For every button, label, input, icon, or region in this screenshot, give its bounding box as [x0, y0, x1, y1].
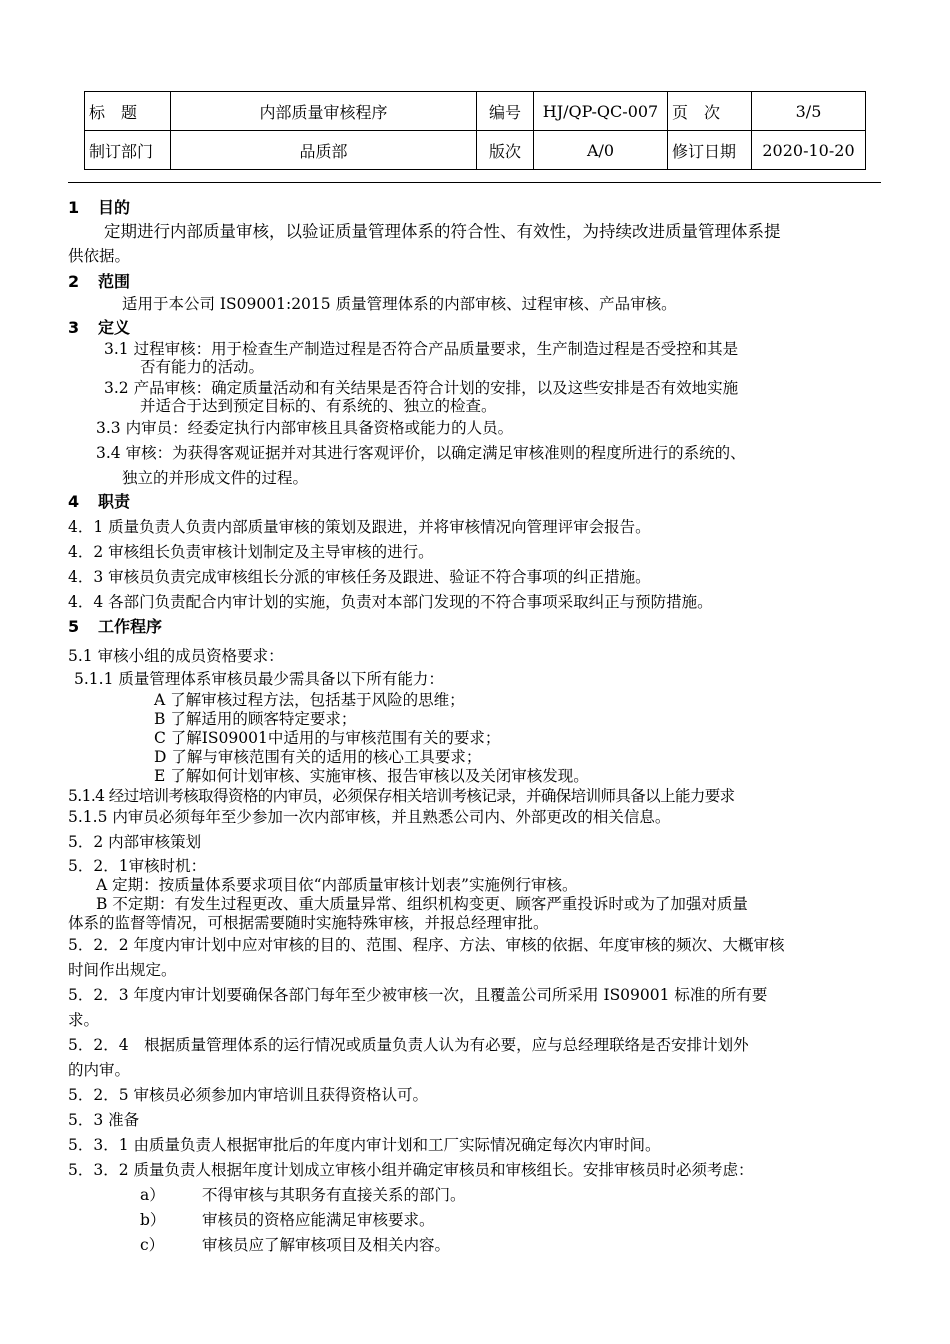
- procedure-5-3: 5．3 准备: [68, 1111, 140, 1129]
- responsibility-4-3: 4．3 审核员负责完成审核组长分派的审核任务及跟进、验证不符合事项的纠正措施。: [68, 568, 651, 586]
- header-row-1: [85, 92, 866, 131]
- definition-3-1-a: 3.1 过程审核：用于检查生产制造过程是否符合产品质量要求，生产制造过程是否受控和其是: [104, 340, 739, 358]
- section-2-number: 2: [68, 272, 80, 291]
- document-code: HJ/QP-QC-007: [534, 92, 668, 131]
- date-label: 修订日期: [668, 131, 752, 170]
- procedure-5-2-1: 5．2．1审核时机：: [68, 857, 207, 875]
- header-row-2: [85, 131, 866, 170]
- procedure-5-1-1: 5.1.1 质量管理体系审核员最少需具备以下所有能力：: [74, 670, 444, 688]
- definition-3-3: 3.3 内审员：经委定执行内部审核且具备资格或能力的人员。: [96, 419, 514, 437]
- timing-irregular-b: 体系的监督等情况，可根据需要随时实施特殊审核，并报总经理审批。: [68, 914, 549, 932]
- responsibility-4-1: 4．1 质量负责人负责内部质量审核的策划及跟进，并将审核情况向管理评审会报告。: [68, 518, 651, 536]
- definition-3-1-b: 否有能力的活动。: [140, 358, 265, 376]
- procedure-5-3-2: 5．3．2 质量负责人根据年度计划成立审核小组并确定审核员和审核组长。安排审核员时必须考虑：: [68, 1161, 754, 1179]
- procedure-5-2-2-b: 时间作出规定。: [68, 961, 177, 979]
- version-label: 版次: [477, 131, 534, 170]
- section-3-heading: [68, 318, 130, 338]
- consideration-a-text: 不得审核与其职务有直接关系的部门。: [202, 1186, 466, 1204]
- page-label: 页 次: [668, 92, 752, 131]
- procedure-5-2-4-b: 的内审。: [68, 1061, 131, 1079]
- procedure-5-2-2-a: 5．2．2 年度内审计划中应对审核的目的、范围、程序、方法、审核的依据、年度审核的频次、大概审核: [68, 936, 785, 954]
- consideration-b-text: 审核员的资格应能满足审核要求。: [202, 1211, 435, 1229]
- procedure-5-2-4-a: 5．2．4 根据质量管理体系的运行情况或质量负责人认为有必要，应与总经理联络是否安排计划外: [68, 1036, 749, 1054]
- procedure-5-2: 5．2 内部审核策划: [68, 833, 202, 851]
- timing-regular: A 定期：按质量体系要求项目依“内部质量审核计划表”实施例行审核。: [96, 876, 578, 894]
- procedure-5-2-5: 5．2．5 审核员必须参加内审培训且获得资格认可。: [68, 1086, 429, 1104]
- responsibility-4-2: 4．2 审核组长负责审核计划制定及主导审核的进行。: [68, 543, 434, 561]
- code-label: 编号: [477, 92, 534, 131]
- version: A/0: [534, 131, 668, 170]
- ability-a: A 了解审核过程方法，包括基于风险的思维；: [154, 691, 465, 709]
- section-2-title: 范围: [98, 272, 131, 291]
- section-5-number: 5: [68, 617, 80, 636]
- definition-3-2-b: 并适合于达到预定目标的、有系统的、独立的检查。: [140, 397, 497, 415]
- section-1-title: 目的: [98, 198, 131, 217]
- procedure-5-3-1: 5．3．1 由质量负责人根据审批后的年度内审计划和工厂实际情况确定每次内审时间。: [68, 1136, 661, 1154]
- procedure-5-2-3-b: 求。: [68, 1011, 100, 1029]
- ability-c: C 了解IS09001中适用的与审核范围有关的要求；: [154, 729, 501, 747]
- header-divider: [68, 182, 881, 183]
- section-1-heading: [68, 198, 130, 218]
- section-3-title: 定义: [98, 318, 131, 337]
- scope-text: 适用于本公司 IS09001:2015 质量管理体系的内部审核、过程审核、产品审核。: [122, 295, 677, 313]
- definition-3-4-b: 独立的并形成文件的过程。: [122, 469, 309, 487]
- purpose-text-1: 定期进行内部质量审核，以验证质量管理体系的符合性、有效性，为持续改进质量管理体系提: [104, 222, 781, 241]
- timing-irregular-a: B 不定期：有发生过程更改、重大质量异常、组织机构变更、顾客严重投诉时或为了加强对质量: [96, 895, 748, 913]
- section-5-heading: [68, 617, 162, 637]
- consideration-c-text: 审核员应了解审核项目及相关内容。: [202, 1236, 451, 1254]
- document-title: 内部质量审核程序: [171, 92, 477, 131]
- dept-label: 制订部门: [85, 131, 171, 170]
- procedure-5-1-5: 5.1.5 内审员必须每年至少参加一次内部审核，并且熟悉公司内、外部更改的相关信息。: [68, 808, 671, 826]
- procedure-5-1: 5.1 审核小组的成员资格要求：: [68, 647, 284, 665]
- section-2-heading: [68, 272, 130, 292]
- procedure-5-2-3-a: 5．2．3 年度内审计划要确保各部门每年至少被审核一次，且覆盖公司所采用 IS09001 标准的所有要: [68, 986, 768, 1004]
- ability-b: B 了解适用的顾客特定要求；: [154, 710, 357, 728]
- section-5-title: 工作程序: [98, 617, 163, 636]
- section-3-number: 3: [68, 318, 80, 337]
- consideration-a-marker: a）: [140, 1186, 165, 1204]
- revision-date: 2020-10-20: [752, 131, 866, 170]
- procedure-5-1-4: 5.1.4 经过培训考核取得资格的内审员，必须保存相关培训考核记录，并确保培训师具备以上能力要求: [68, 787, 735, 805]
- purpose-text-2: 供依据。: [68, 247, 131, 265]
- ability-d: D 了解与审核范围有关的适用的核心工具要求；: [154, 748, 482, 766]
- responsibility-4-4: 4．4 各部门负责配合内审计划的实施，负责对本部门发现的不符合事项采取纠正与预防措施。: [68, 593, 713, 611]
- section-4-number: 4: [68, 492, 80, 511]
- document-header-table: [84, 91, 866, 170]
- definition-3-4-a: 3.4 审核：为获得客观证据并对其进行客观评价，以确定满足审核准则的程度所进行的系统的、: [96, 444, 746, 462]
- section-1-number: 1: [68, 198, 80, 217]
- definition-3-2-a: 3.2 产品审核：确定质量活动和有关结果是否符合计划的安排，以及这些安排是否有效地实施: [104, 379, 739, 397]
- page-number: 3/5: [752, 92, 866, 131]
- ability-e: E 了解如何计划审核、实施审核、报告审核以及关闭审核发现。: [154, 767, 589, 785]
- department: 品质部: [171, 131, 477, 170]
- consideration-b-marker: b）: [140, 1211, 166, 1229]
- section-4-heading: [68, 492, 130, 512]
- title-label: 标 题: [85, 92, 171, 131]
- consideration-c-marker: c）: [140, 1236, 165, 1254]
- section-4-title: 职责: [98, 492, 131, 511]
